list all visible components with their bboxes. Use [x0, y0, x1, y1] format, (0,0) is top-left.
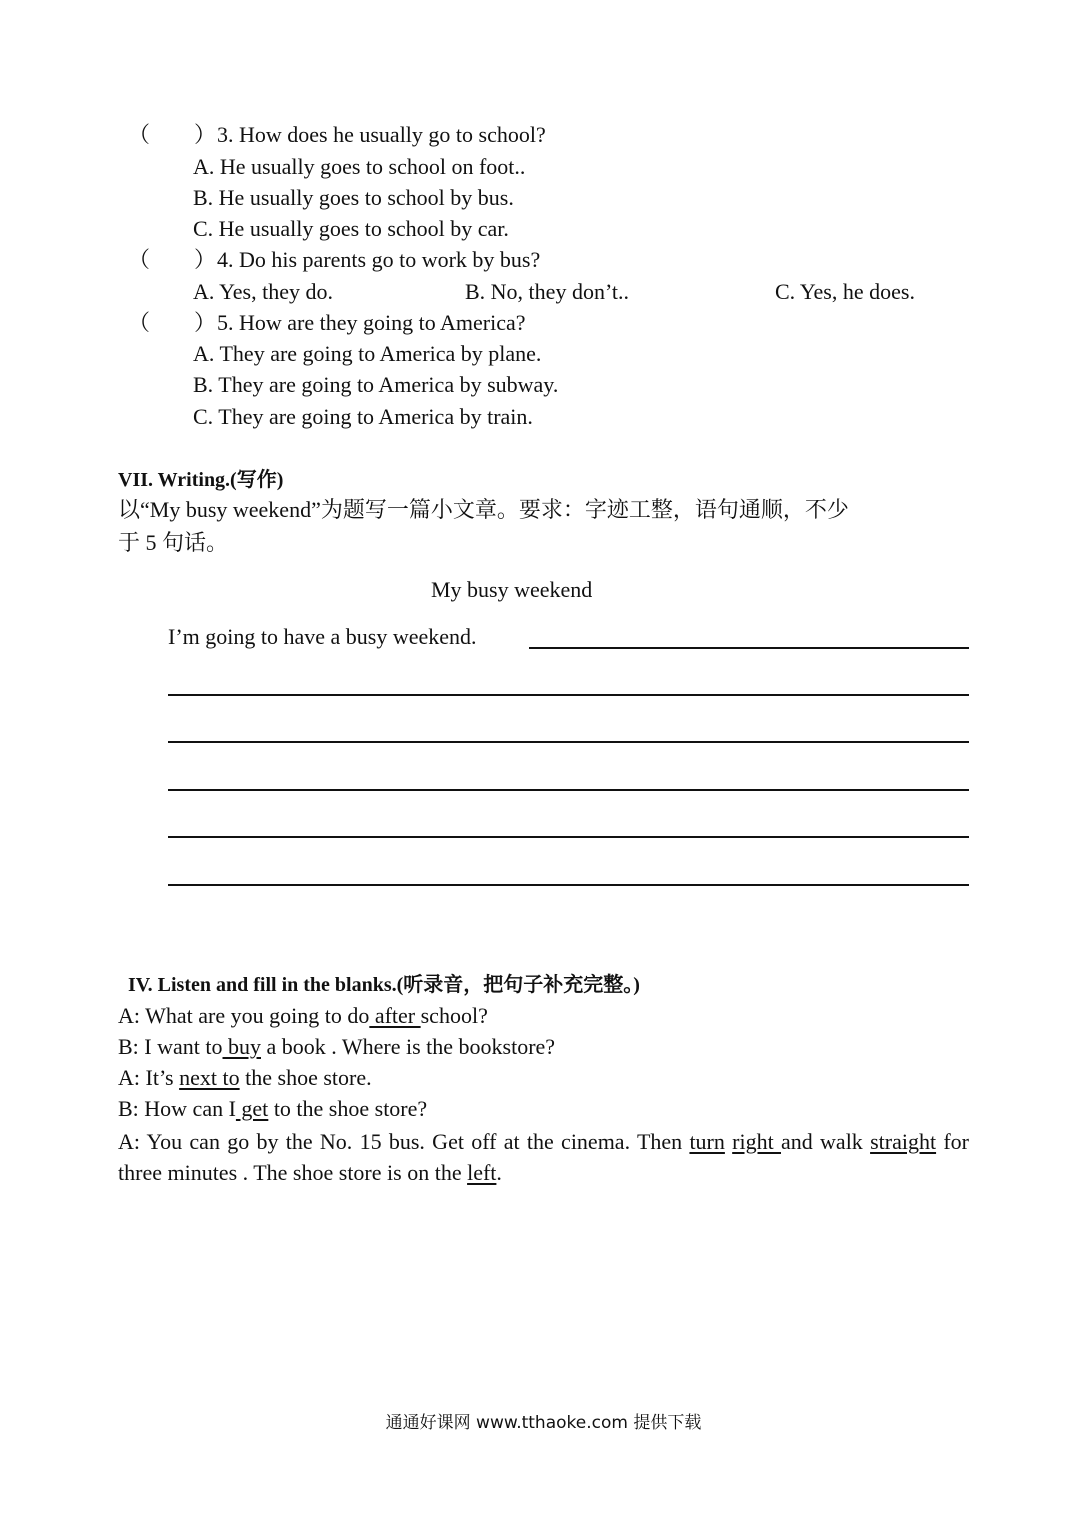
- filled-blank: after: [369, 1003, 421, 1028]
- option-c: C. He usually goes to school by car.: [193, 216, 509, 241]
- option-c: C. They are going to America by train.: [193, 404, 533, 429]
- essay-title: My busy weekend: [431, 577, 593, 602]
- answer-bracket[interactable]: （ ）: [128, 310, 217, 335]
- dialogue-line-3: A: It’s next to the shoe store.: [118, 1065, 372, 1090]
- question-text: 4. Do his parents go to work by bus?: [217, 247, 541, 272]
- filled-blank: straight: [870, 1129, 937, 1154]
- writing-blank-line[interactable]: [168, 789, 969, 791]
- writing-blank-line[interactable]: [168, 694, 969, 696]
- filled-blank: next to: [179, 1065, 240, 1090]
- option-a: A. They are going to America by plane.: [193, 341, 542, 366]
- question-text: 3. How does he usually go to school?: [217, 122, 546, 147]
- option-b: B. They are going to America by subway.: [193, 372, 559, 397]
- listening-heading: IV. Listen and fill in the blanks.(听录音，把句子补充完整。): [128, 974, 640, 996]
- filled-blank: right: [732, 1129, 781, 1154]
- dialogue-line-5: A: You can go by the No. 15 bus. Get off at the cinema. Then turn right and walk straight for three minutes . The shoe store is on the left.: [118, 1129, 970, 1185]
- option-a: A. He usually goes to school on foot..: [193, 154, 526, 179]
- dialogue-line-2: B: I want to buy a book . Where is the bookstore?: [118, 1034, 556, 1059]
- option-b: B. No, they don’t..: [465, 279, 629, 304]
- dialogue-line-4: B: How can I get to the shoe store?: [118, 1096, 428, 1121]
- answer-bracket[interactable]: （ ）: [128, 247, 217, 272]
- filled-blank: buy: [222, 1034, 261, 1059]
- writing-blank-line[interactable]: [529, 647, 969, 649]
- option-a: A. Yes, they do.: [193, 279, 333, 304]
- option-b: B. He usually goes to school by bus.: [193, 185, 514, 210]
- writing-heading: VII. Writing.(写作): [118, 469, 284, 491]
- dialogue-line-1: A: What are you going to do after school?: [118, 1003, 488, 1028]
- essay-first-line: I’m going to have a busy weekend.: [168, 624, 477, 649]
- writing-instruction: 以“My busy weekend”为题写一篇小文章。要求：字迹工整，语句通顺，不少: [118, 497, 849, 522]
- question-text: 5. How are they going to America?: [217, 310, 526, 335]
- answer-bracket[interactable]: （ ）: [128, 122, 217, 147]
- writing-instruction-cont: 于 5 句话。: [118, 530, 229, 555]
- filled-blank: get: [235, 1096, 269, 1121]
- option-c: C. Yes, he does.: [775, 279, 915, 304]
- writing-blank-line[interactable]: [168, 741, 969, 743]
- writing-blank-line[interactable]: [168, 836, 969, 838]
- writing-blank-line[interactable]: [168, 884, 969, 886]
- page-footer: 通通好课网 www.tthaoke.com 提供下载: [385, 1413, 702, 1433]
- filled-blank: left: [467, 1160, 497, 1185]
- filled-blank: turn: [689, 1129, 725, 1154]
